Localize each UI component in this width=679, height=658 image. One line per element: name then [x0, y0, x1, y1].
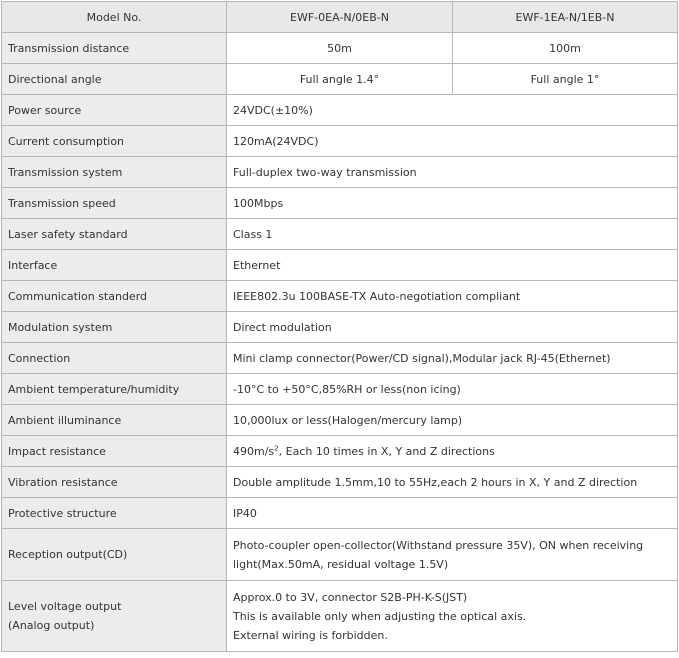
table-row: [2, 219, 678, 250]
row-value: -10°C to +50°C,85%RH or less(non icing): [227, 374, 678, 405]
row-label: Transmission system: [2, 157, 227, 188]
table-row: [2, 250, 678, 281]
table-row: [2, 188, 678, 219]
row-label: Directional angle: [2, 64, 227, 95]
level-label-line-2: (Analog output): [8, 619, 95, 632]
row-value-b: Full angle 1°: [453, 64, 678, 95]
header-label: Model No.: [2, 2, 227, 33]
row-label: Current consumption: [2, 126, 227, 157]
table-row: [2, 436, 678, 467]
table-row: [2, 405, 678, 436]
row-label: Transmission speed: [2, 188, 227, 219]
header-model-a: EWF-0EA-N/0EB-N: [227, 2, 453, 33]
row-value: 100Mbps: [227, 188, 678, 219]
level-label-line-1: Level voltage output: [8, 600, 122, 613]
row-value: 10,000lux or less(Halogen/mercury lamp): [227, 405, 678, 436]
row-label: Reception output(CD): [2, 529, 227, 581]
row-value: Direct modulation: [227, 312, 678, 343]
row-label: [2, 581, 227, 652]
table-row: [2, 126, 678, 157]
table-row: [2, 343, 678, 374]
row-label: Transmission distance: [2, 33, 227, 64]
table-row: [2, 374, 678, 405]
impact-value-pre: 490m/s: [233, 444, 275, 458]
row-value: IP40: [227, 498, 678, 529]
row-value: [227, 581, 678, 652]
row-value: 24VDC(±10%): [227, 95, 678, 126]
row-value: Mini clamp connector(Power/CD signal),Modular jack RJ-45(Ethernet): [227, 343, 678, 374]
row-value: 120mA(24VDC): [227, 126, 678, 157]
table-row: [2, 281, 678, 312]
impact-value-post: , Each 10 times in X, Y and Z directions: [278, 444, 495, 458]
impact-value-sup: 2: [274, 443, 279, 452]
table-row: [2, 64, 678, 95]
reception-line-1: Photo-coupler open-collector(Withstand pressure 35V), ON when receiving: [233, 538, 644, 552]
table-row: [2, 467, 678, 498]
row-label: Ambient illuminance: [2, 405, 227, 436]
row-value-a: Full angle 1.4°: [227, 64, 453, 95]
row-label: Communication standerd: [2, 281, 227, 312]
table-row: [2, 498, 678, 529]
row-value-b: 100m: [453, 33, 678, 64]
row-value-a: 50m: [227, 33, 453, 64]
row-label: Impact resistance: [2, 436, 227, 467]
table-row: [2, 95, 678, 126]
row-value: Class 1: [227, 219, 678, 250]
level-line-1: Approx.0 to 3V, connector S2B-PH-K-S(JST): [233, 590, 468, 604]
row-value: [227, 529, 678, 581]
table-row: [2, 157, 678, 188]
row-value: Double amplitude 1.5mm,10 to 55Hz,each 2 hours in X, Y and Z direction: [227, 467, 678, 498]
row-label: Connection: [2, 343, 227, 374]
level-line-3: External wiring is forbidden.: [233, 628, 388, 642]
row-value: Ethernet: [227, 250, 678, 281]
table-row: [2, 33, 678, 64]
level-line-2: This is available only when adjusting the optical axis.: [233, 609, 527, 623]
reception-line-2: light(Max.50mA, residual voltage 1.5V): [233, 557, 449, 571]
table-row: [2, 312, 678, 343]
row-label: Interface: [2, 250, 227, 281]
header-row: [2, 2, 678, 33]
row-label: Laser safety standard: [2, 219, 227, 250]
row-label: Ambient temperature/humidity: [2, 374, 227, 405]
row-label: Vibration resistance: [2, 467, 227, 498]
row-value: Full-duplex two-way transmission: [227, 157, 678, 188]
table-row: [2, 529, 678, 581]
row-label: Power source: [2, 95, 227, 126]
header-model-b: EWF-1EA-N/1EB-N: [453, 2, 678, 33]
spec-table: [1, 1, 678, 652]
row-label: Modulation system: [2, 312, 227, 343]
row-value: [227, 436, 678, 467]
table-row: [2, 581, 678, 652]
row-label: Protective structure: [2, 498, 227, 529]
row-value: IEEE802.3u 100BASE-TX Auto-negotiation compliant: [227, 281, 678, 312]
